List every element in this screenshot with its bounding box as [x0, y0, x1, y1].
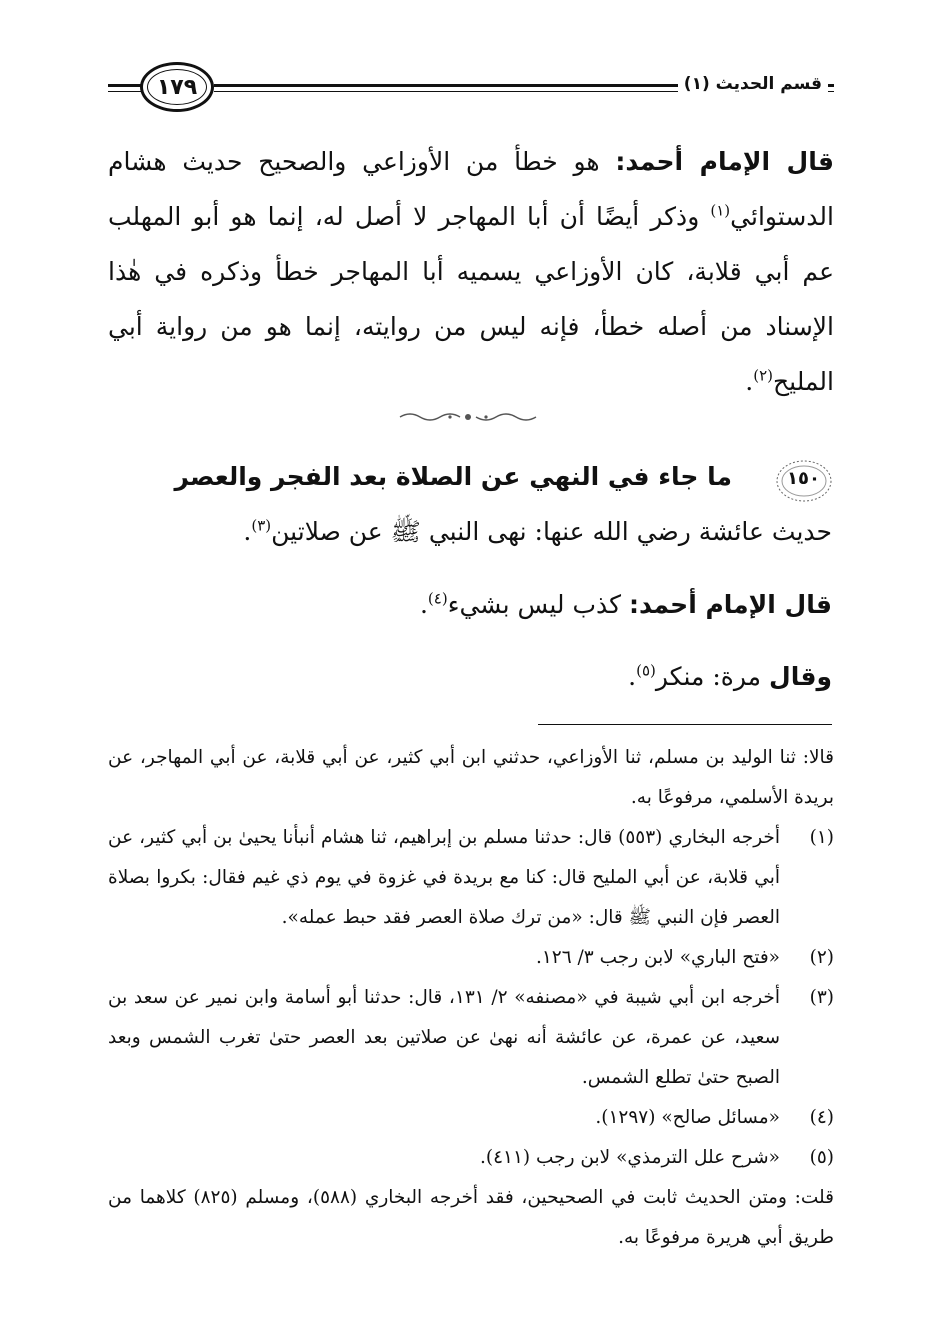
ruling-line-2: [628, 662, 832, 691]
header-rule-left-thin: [108, 91, 142, 92]
footnote-5: [108, 1138, 834, 1178]
footnotes: [108, 738, 834, 1258]
footnote-2: [108, 938, 834, 978]
footnote-text: «فتح الباري» لابن رجب ٣/ ١٢٦.: [535, 947, 780, 968]
ruling-line-1: [420, 590, 832, 619]
intro-lead: قال الإمام أحمد:: [615, 147, 835, 176]
footnote-ref-3[interactable]: (٣): [251, 516, 272, 535]
section-title: ما جاء في النهي عن الصلاة بعد الفجر والعصر: [174, 462, 732, 491]
hadith-text: حديث عائشة رضي الله عنها: نهى النبي ﷺ عن صلاتين: [271, 517, 832, 546]
footnote-ref-4[interactable]: (٤): [427, 589, 448, 608]
footnote-1: [108, 818, 834, 938]
footnote-number: (٤): [809, 1107, 834, 1128]
page-number: ١٧٩: [140, 62, 214, 112]
section-number: ١٥٠: [787, 468, 820, 489]
intro-end: .: [745, 367, 754, 396]
intro-text-1: هو خطأ من الأوزاعي والصحيح حديث هشام الدستوائي: [108, 147, 834, 231]
footnote-ref-2[interactable]: (٢): [753, 366, 774, 385]
ornament-divider: [398, 410, 538, 424]
footnote-3: [108, 978, 834, 1098]
hadith-line: [243, 516, 832, 553]
footnote-continuation: قالا: ثنا الوليد بن مسلم، ثنا الأوزاعي، حدثني ابن أبي كثير، عن أبي قلابة، عن أبي المهاجر، عن بريدة الأسلمي، مرفوعًا به.: [108, 747, 834, 808]
hadith-end: .: [243, 517, 252, 546]
section-number-badge: [774, 458, 834, 504]
footnote-number: (١): [809, 827, 834, 848]
footnote-number: (٢): [809, 947, 834, 968]
intro-paragraph: [108, 134, 834, 409]
footnote-number: (٥): [809, 1147, 834, 1168]
footnote-ref-1[interactable]: (١): [710, 201, 731, 220]
footnote-text: «مسائل صالح» (١٢٩٧).: [595, 1107, 780, 1128]
ruling-1-text: كذب ليس بشيء: [447, 590, 629, 619]
ruling-2-text: مرة: منكر: [655, 662, 769, 691]
footnote-closing-note: قلت: ومتن الحديث ثابت في الصحيحين، فقد أخرجه البخاري (٥٨٨)، ومسلم (٨٢٥) كلاهما من طريق أبي هريرة مرفوعًا به.: [108, 1187, 834, 1248]
footnote-ref-5[interactable]: (٥): [636, 661, 656, 680]
ruling-1-lead: قال الإمام أحمد:: [628, 590, 832, 619]
chapter-title: قسم الحديث (١): [678, 74, 828, 94]
ruling-1-end: .: [419, 590, 428, 619]
footnote-separator: [538, 724, 832, 725]
ruling-2-end: .: [628, 662, 637, 691]
footnote-text: أخرجه البخاري (٥٥٣) قال: حدثنا مسلم بن إبراهيم، ثنا هشام أنبأنا يحيىٰ بن أبي كثير، عن أبي قلابة، عن أبي المليح قال: كنا مع بريدة في غزوة في يوم ذي غيم فقال: بكروا بصلاة العصر فإن النبي ﷺ قال: «من ترك صلاة العصر فقد حبط عمله».: [108, 827, 781, 928]
footnote-text: «شرح علل الترمذي» لابن رجب (٤١١).: [480, 1147, 780, 1168]
footnote-4: [108, 1098, 834, 1138]
intro-text-2: وذكر أيضًا أن أبا المهاجر لا أصل له، إنما هو أبو المهلب عم أبي قلابة، كان الأوزاعي يسميه أبا المهاجر خطأ وذكره في هٰذا الإسناد من أصله خطأ، فإنه ليس من روايته، إنما هو من رواية أبي المليح: [108, 202, 834, 396]
footnote-number: (٣): [809, 987, 834, 1008]
ruling-2-lead: وقال: [769, 662, 832, 691]
footnote-text: أخرجه ابن أبي شيبة في «مصنفه» ٢/ ١٣١، قال: حدثنا أبو أسامة وابن نمير عن سعد بن سعيد، عن عمرة، عن عائشة أنه نهىٰ عن صلاتين بعد العصر حتىٰ تغرب الشمس وبعد الصبح حتىٰ تطلع الشمس.: [108, 987, 780, 1088]
header-rule-left-thick: [108, 84, 142, 87]
